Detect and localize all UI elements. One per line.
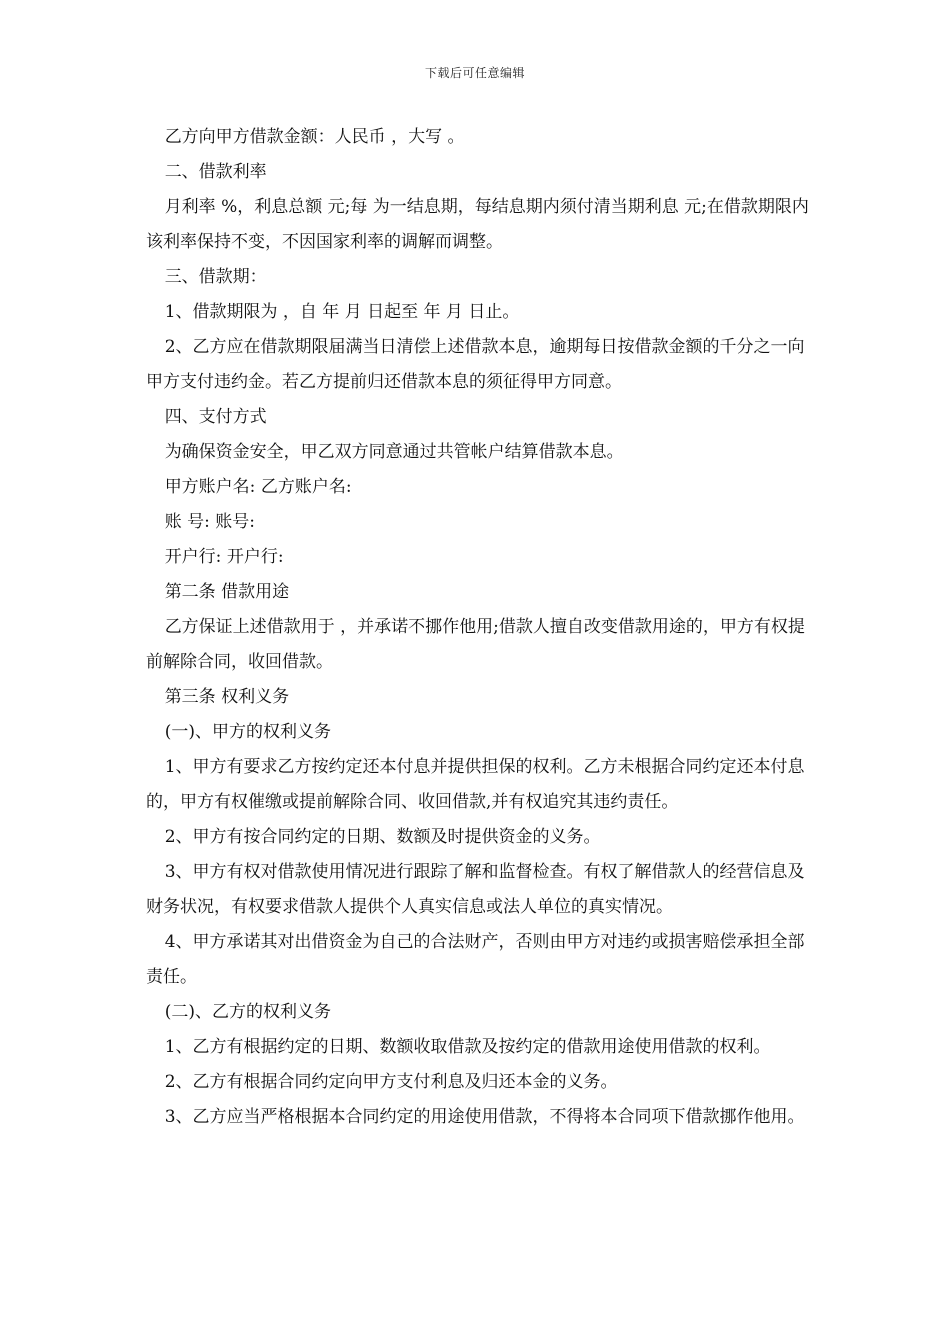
paragraph-joint-account: 为确保资金安全，甲乙双方同意通过共管帐户结算借款本息。	[164, 442, 624, 462]
section-heading-loan-term: 三、借款期：	[164, 267, 267, 287]
paragraph-loan-purpose: 乙方保证上述借款用于 ，并承诺不挪作他用;借款人擅自改变借款用途的，甲方有权提前解除合同，收回借款。	[146, 617, 805, 672]
contract-body	[146, 120, 810, 1135]
paragraph-term-period: 1、借款期限为 ，自 年 月 日起至 年 月 日止。	[164, 302, 520, 322]
paragraph-party-b-item-1: 1、乙方有根据约定的日期、数额收取借款及按约定的借款用途使用借款的权利。	[164, 1037, 771, 1057]
paragraph-party-a-item-2: 2、甲方有按合同约定的日期、数额及时提供资金的义务。	[164, 827, 601, 847]
paragraph-account-numbers: 账 号: 账号:	[164, 512, 255, 532]
paragraph-interest-terms: 月利率 %，利息总额 元;每 为一结息期，每结息期内须付清当期利息 元;在借款期限内该利率保持不变，不因国家利率的调解而调整。	[146, 197, 809, 252]
paragraph-party-a-item-3: 3、甲方有权对借款使用情况进行跟踪了解和监督检查。有权了解借款人的经营信息及财务状况，有权要求借款人提供个人真实信息或法人单位的真实情况。	[146, 862, 805, 917]
article-heading-rights-obligations: 第三条 权利义务	[164, 687, 290, 707]
paragraph-repayment-penalty: 2、乙方应在借款期限届满当日清偿上述借款本息，逾期每日按借款金额的千分之一向甲方支付违约金。若乙方提前归还借款本息的须征得甲方同意。	[146, 337, 805, 392]
subheading-party-a-rights: (一)、甲方的权利义务	[164, 722, 331, 742]
paragraph-party-b-item-2: 2、乙方有根据合同约定向甲方支付利息及归还本金的义务。	[164, 1072, 618, 1092]
paragraph-loan-amount: 乙方向甲方借款金额：人民币 ，大写 。	[164, 127, 465, 147]
paragraph-party-a-item-4: 4、甲方承诺其对出借资金为自己的合法财产，否则由甲方对违约或损害赔偿承担全部责任。	[146, 932, 805, 987]
page-header-note: 下载后可任意编辑	[424, 66, 525, 80]
article-heading-loan-purpose: 第二条 借款用途	[164, 582, 290, 602]
subheading-party-b-rights: (二)、乙方的权利义务	[164, 1002, 331, 1022]
paragraph-party-b-item-3: 3、乙方应当严格根据本合同约定的用途使用借款，不得将本合同项下借款挪作他用。	[164, 1107, 805, 1127]
section-heading-payment-method: 四、支付方式	[164, 407, 267, 427]
section-heading-interest-rate: 二、借款利率	[164, 162, 267, 182]
paragraph-party-a-item-1: 1、甲方有要求乙方按约定还本付息并提供担保的权利。乙方未根据合同约定还本付息的，甲方有权催缴或提前解除合同、收回借款,并有权追究其违约责任。	[146, 757, 805, 812]
paragraph-account-names: 甲方账户名: 乙方账户名:	[164, 477, 352, 497]
paragraph-bank-names: 开户行: 开户行:	[164, 547, 284, 567]
